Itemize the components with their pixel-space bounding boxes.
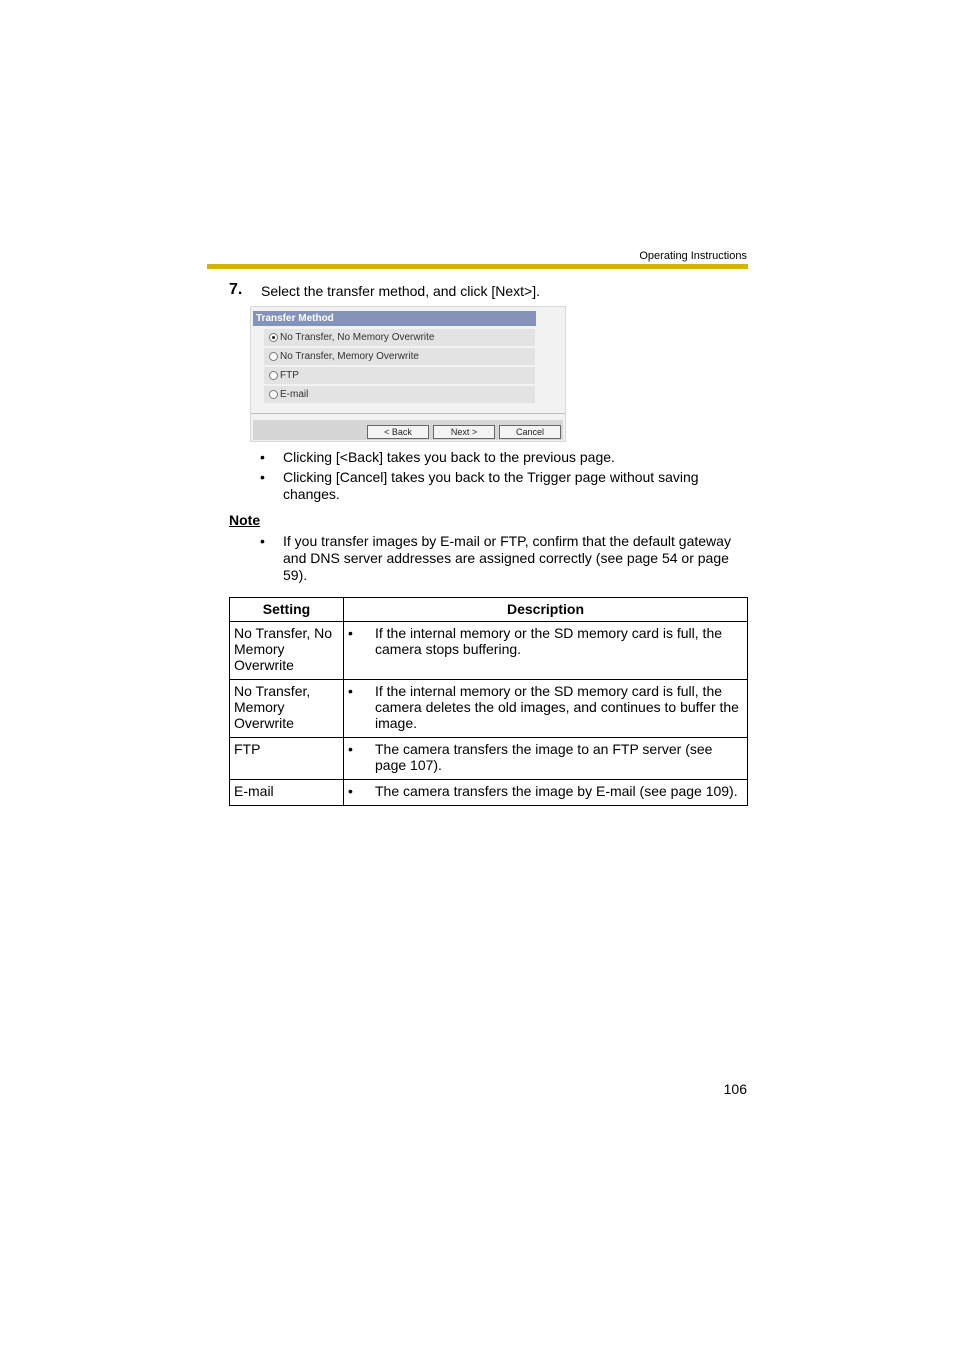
bullet-icon: • [348, 783, 353, 799]
option-no-transfer-no-overwrite[interactable] [264, 329, 535, 346]
description-cell [344, 780, 748, 806]
step-number: 7. [229, 281, 243, 298]
bullet-icon: • [348, 683, 353, 699]
option-ftp[interactable] [264, 367, 535, 384]
header-rule [207, 264, 748, 269]
option-label: E-mail [280, 389, 309, 400]
step-instruction: Select the transfer method, and click [Next>]. [261, 283, 540, 299]
setting-cell: No Transfer, Memory Overwrite [230, 680, 344, 738]
option-label: No Transfer, Memory Overwrite [280, 351, 419, 362]
note-text: If you transfer images by E-mail or FTP, confirm that the default gateway and DNS server addresses are assigned correctly (see page 54 or page 59). [283, 533, 731, 583]
bullet-icon: • [260, 449, 265, 465]
setting-cell: E-mail [230, 780, 344, 806]
setting-cell: FTP [230, 738, 344, 780]
bullet-back-text: Clicking [<Back] takes you back to the previous page. [283, 449, 615, 465]
column-header-setting: Setting [230, 598, 344, 622]
radio-icon[interactable] [269, 352, 278, 361]
transfer-method-screenshot [250, 306, 566, 442]
description-cell [344, 680, 748, 738]
column-header-description: Description [344, 598, 748, 622]
table-row [230, 738, 748, 780]
description-text: The camera transfers the image to an FTP server (see page 107). [375, 741, 713, 773]
page-number: 106 [723, 1081, 747, 1097]
table-row [230, 680, 748, 738]
radio-icon[interactable] [269, 390, 278, 399]
transfer-method-title: Transfer Method [253, 311, 536, 326]
radio-icon[interactable] [269, 371, 278, 380]
option-label: FTP [280, 370, 299, 381]
option-no-transfer-overwrite[interactable] [264, 348, 535, 365]
description-text: The camera transfers the image by E-mail (see page 109). [375, 783, 738, 799]
bullet-icon: • [348, 625, 353, 641]
description-cell [344, 738, 748, 780]
table-header-row [230, 598, 748, 622]
note-heading: Note [229, 512, 261, 528]
option-email[interactable] [264, 386, 535, 403]
table-row [230, 780, 748, 806]
description-text: If the internal memory or the SD memory card is full, the camera deletes the old images, and continues to buffer the image. [375, 683, 739, 731]
bullet-icon: • [260, 469, 265, 485]
next-button[interactable]: Next > [433, 425, 495, 439]
back-button[interactable]: < Back [367, 425, 429, 439]
settings-table [229, 597, 748, 806]
description-cell [344, 622, 748, 680]
running-header: Operating Instructions [639, 250, 747, 262]
description-text: If the internal memory or the SD memory card is full, the camera stops buffering. [375, 625, 723, 657]
setting-cell: No Transfer, No Memory Overwrite [230, 622, 344, 680]
radio-selected-icon[interactable] [269, 333, 278, 342]
divider [251, 413, 565, 414]
bullet-icon: • [348, 741, 353, 757]
bullet-icon: • [260, 533, 265, 549]
cancel-button[interactable]: Cancel [499, 425, 561, 439]
bullet-cancel-text: Clicking [Cancel] takes you back to the Trigger page without saving changes. [283, 469, 699, 502]
table-row [230, 622, 748, 680]
option-label: No Transfer, No Memory Overwrite [280, 332, 435, 343]
